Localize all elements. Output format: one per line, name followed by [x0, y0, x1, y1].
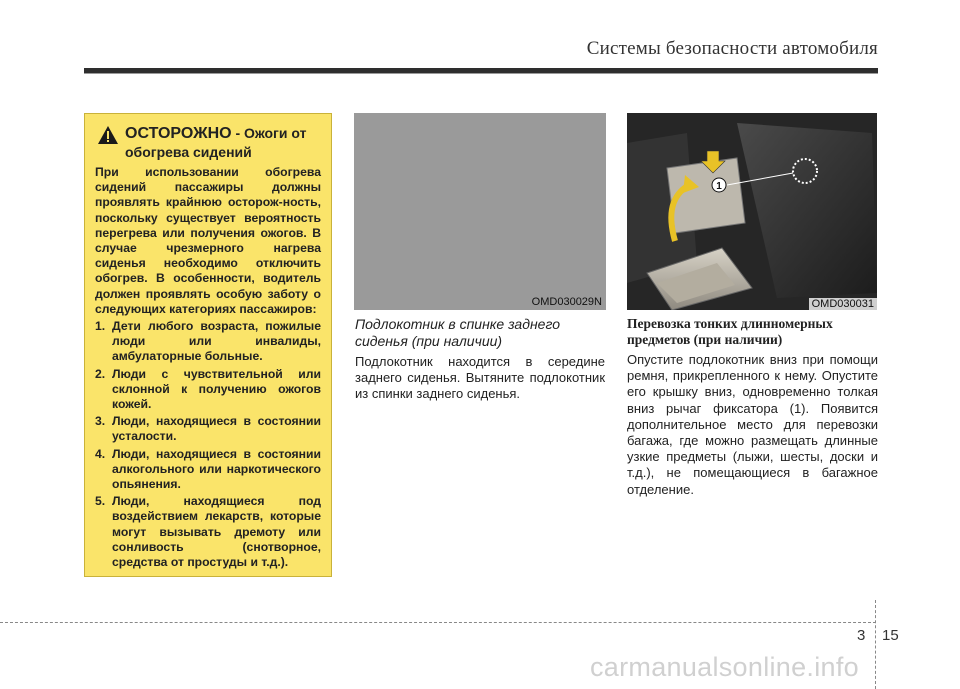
list-item-text: Дети любого возраста, пожилые люди или инвалиды, амбулаторные больные. — [112, 319, 321, 364]
pass-through-figure — [627, 113, 877, 310]
warning-header — [95, 124, 321, 162]
list-item-text: Люди, находящиеся под воздействием лекарств, которые могут вызывать дремоту или сонливость (снотворное, средства от простуды и т.д.). — [112, 494, 321, 570]
armrest-section — [355, 316, 605, 403]
list-item-number: 5. — [95, 494, 106, 509]
armrest-figure — [354, 113, 606, 310]
footer-rule — [0, 622, 876, 623]
header-rule-thin — [84, 73, 878, 74]
footer-divider — [875, 600, 876, 689]
list-item — [95, 367, 321, 413]
section-body: Опустите подлокотник вниз при помощи ремня, прикрепленного к нему. Опустите его крышку вниз, одновременно толкая вниз рычаг фиксатора (1). Появится дополнительное место для перевозки багажа, где можно размещать длинные узкие предметы (лыжи, шесты, доски и т.д.), не помещающиеся в багажное отделение. — [627, 352, 878, 497]
list-item-text: Люди, находящиеся в состоянии усталости. — [112, 414, 321, 444]
chapter-number: 3 — [857, 627, 866, 644]
list-item — [95, 319, 321, 365]
figure-code: OMD030031 — [809, 298, 877, 310]
warning-title-main: ОСТОРОЖНО — [125, 125, 232, 142]
warning-list — [95, 319, 321, 570]
list-item-text: Люди с чувствительной или склонной к получению ожогов кожей. — [112, 366, 321, 412]
warning-title — [125, 124, 321, 162]
warning-triangle-icon — [97, 125, 119, 145]
list-item-text: Люди, находящиеся в состоянии алкогольного или наркотического опьянения. — [112, 446, 321, 492]
figure-code: OMD030029N — [531, 296, 602, 308]
list-item-number: 1. — [95, 319, 106, 334]
warning-title-sub: - Ожоги от обогрева сидений — [125, 125, 307, 160]
list-item — [95, 447, 321, 493]
list-item-number: 2. — [95, 366, 106, 381]
page-number: 15 — [882, 627, 899, 644]
warning-body: При использовании обогрева сидений пассажиры должны проявлять крайнюю осторож-ность, поскольку существует вероятность перегрева или получения ожогов. В случае чрезмерного нагрева сиденья необходимо отключить обогрев. В особенности, водитель должен проявлять особую заботу о следующих категориях пассажиров: — [95, 165, 321, 316]
list-item — [95, 494, 321, 570]
section-body: Подлокотник находится в середине заднего сиденья. Вытяните подлокотник из спинки заднего сиденья. — [355, 354, 605, 402]
list-item — [95, 414, 321, 444]
page-header-title: Системы безопасности автомобиля — [586, 38, 878, 59]
watermark: carmanualsonline.info — [590, 652, 859, 682]
section-title: Перевозка тонких длинномерных предметов (при наличии) — [627, 316, 833, 347]
list-item-number: 3. — [95, 414, 106, 429]
seat-illustration — [627, 113, 877, 310]
warning-box — [84, 113, 332, 577]
list-item-number: 4. — [95, 446, 106, 461]
section-title: Подлокотник в спинке заднего сиденья (при наличии) — [355, 316, 560, 349]
callout-number: 1 — [716, 181, 722, 192]
long-items-section — [627, 316, 878, 498]
